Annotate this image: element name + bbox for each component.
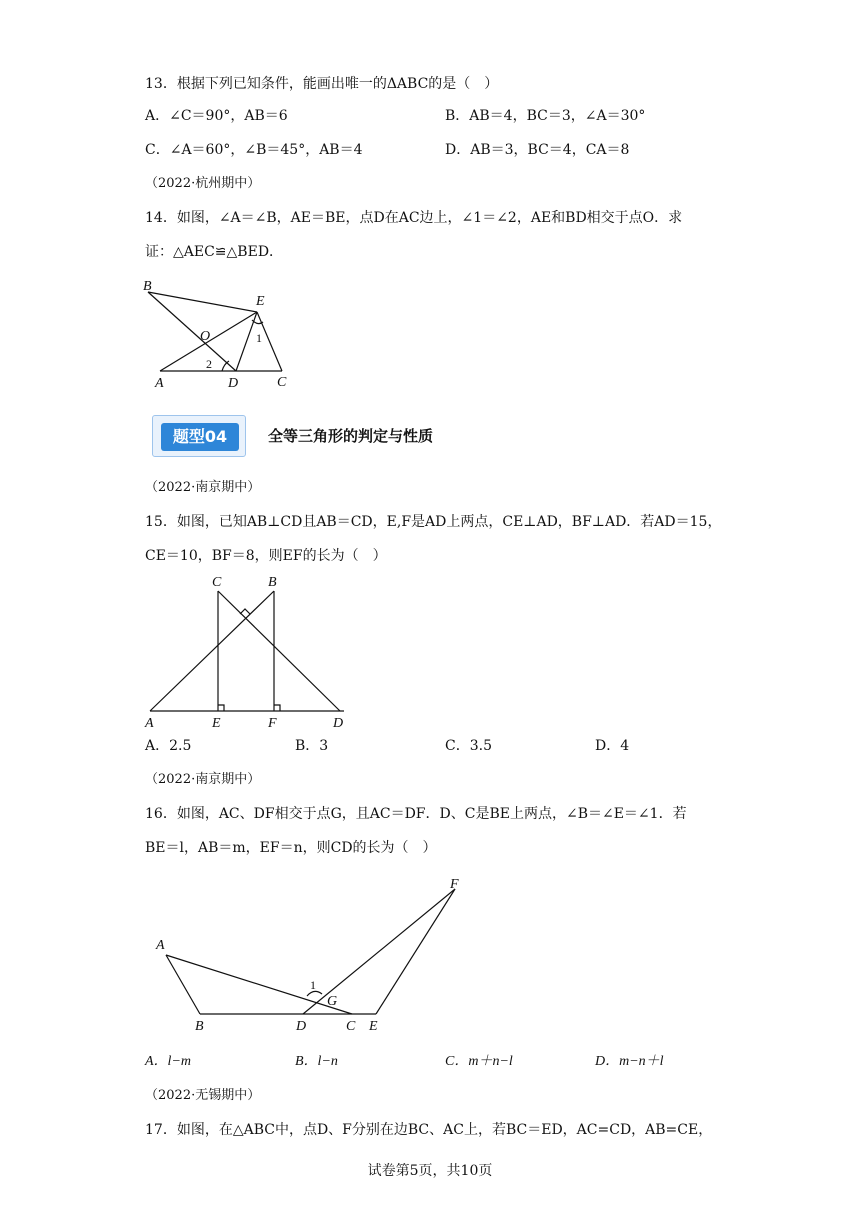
q16-option-b: B．l−n	[295, 1054, 338, 1069]
q16-option-a: A．l−m	[145, 1054, 191, 1069]
section-title: 全等三角形的判定与性质	[268, 427, 434, 445]
q17-source: （2022·无锡期中）	[145, 1088, 261, 1103]
q14-label-2: 2	[206, 357, 212, 371]
q15-label-b: B	[268, 575, 277, 590]
q16-label-c: C	[346, 1019, 356, 1034]
q15-source: （2022·南京期中）	[145, 480, 261, 495]
q14-stem-line1: 14．如图，∠A＝∠B，AE＝BE，点D在AC边上，∠1＝∠2，AE和BD相交于点O．求	[145, 210, 683, 226]
q14-label-a: A	[155, 376, 164, 391]
q17-stem-line1: 17．如图，在△ABC中，点D、F分别在边BC、AC上，若BC＝ED，AC=CD，AB=CE，	[145, 1122, 713, 1138]
q15-label-c: C	[212, 575, 222, 590]
q14-label-b: B	[143, 279, 152, 294]
q16-label-1: 1	[310, 978, 316, 992]
q14-label-o: O	[200, 329, 211, 344]
q14-source: （2022·杭州期中）	[145, 176, 261, 191]
page-footer: 试卷第5页，共10页	[367, 1163, 493, 1179]
q15-label-d: D	[333, 716, 344, 731]
q16-label-g: G	[327, 994, 338, 1009]
q14-label-e: E	[256, 294, 265, 309]
q13-option-a: A．∠C＝90°，AB＝6	[145, 108, 288, 124]
q16-stem-line1: 16．如图，AC、DF相交于点G，且AC＝DF．D、C是BE上两点，∠B＝∠E＝∠1．若	[145, 806, 687, 822]
q14-label-1: 1	[256, 331, 262, 345]
q13-option-b: B．AB＝4，BC＝3，∠A＝30°	[445, 108, 646, 124]
q15-option-c: C．3.5	[445, 738, 492, 754]
q15-label-f: F	[268, 716, 277, 731]
section-badge-label: 题型04	[161, 423, 239, 451]
q15-option-d: D．4	[595, 738, 630, 754]
q15-option-b: B．3	[295, 738, 329, 754]
q16-label-a: A	[156, 938, 165, 953]
q14-label-c: C	[277, 375, 287, 390]
q16-label-d: D	[296, 1019, 307, 1034]
q13-option-d: D．AB＝3，BC＝4，CA＝8	[445, 142, 630, 158]
q16-source: （2022·南京期中）	[145, 772, 261, 787]
q16-stem-line2: BE＝l，AB＝m，EF＝n，则CD的长为（ ）	[145, 840, 437, 856]
q13-stem: 13．根据下列已知条件，能画出唯一的ΔABC的是（ ）	[145, 76, 499, 92]
q15-label-a: A	[145, 716, 154, 731]
q13-option-c: C．∠A＝60°，∠B＝45°，AB＝4	[145, 142, 363, 158]
q16-label-f: F	[450, 877, 459, 892]
q15-option-a: A．2.5	[145, 738, 192, 754]
q16-option-d: D．m−n＋l	[595, 1054, 664, 1069]
q14-stem-line2: 证：△AEC≌△BED．	[145, 244, 284, 260]
q16-label-e: E	[369, 1019, 378, 1034]
q15-stem-line1: 15．如图，已知AB⊥CD且AB＝CD，E,F是AD上两点，CE⊥AD，BF⊥AD．若AD＝15，	[145, 514, 722, 530]
q14-label-d: D	[228, 376, 239, 391]
q15-stem-line2: CE＝10，BF＝8，则EF的长为（ ）	[145, 548, 387, 564]
q15-label-e: E	[212, 716, 221, 731]
q16-label-b: B	[195, 1019, 204, 1034]
q16-option-c: C．m＋n−l	[445, 1054, 513, 1069]
